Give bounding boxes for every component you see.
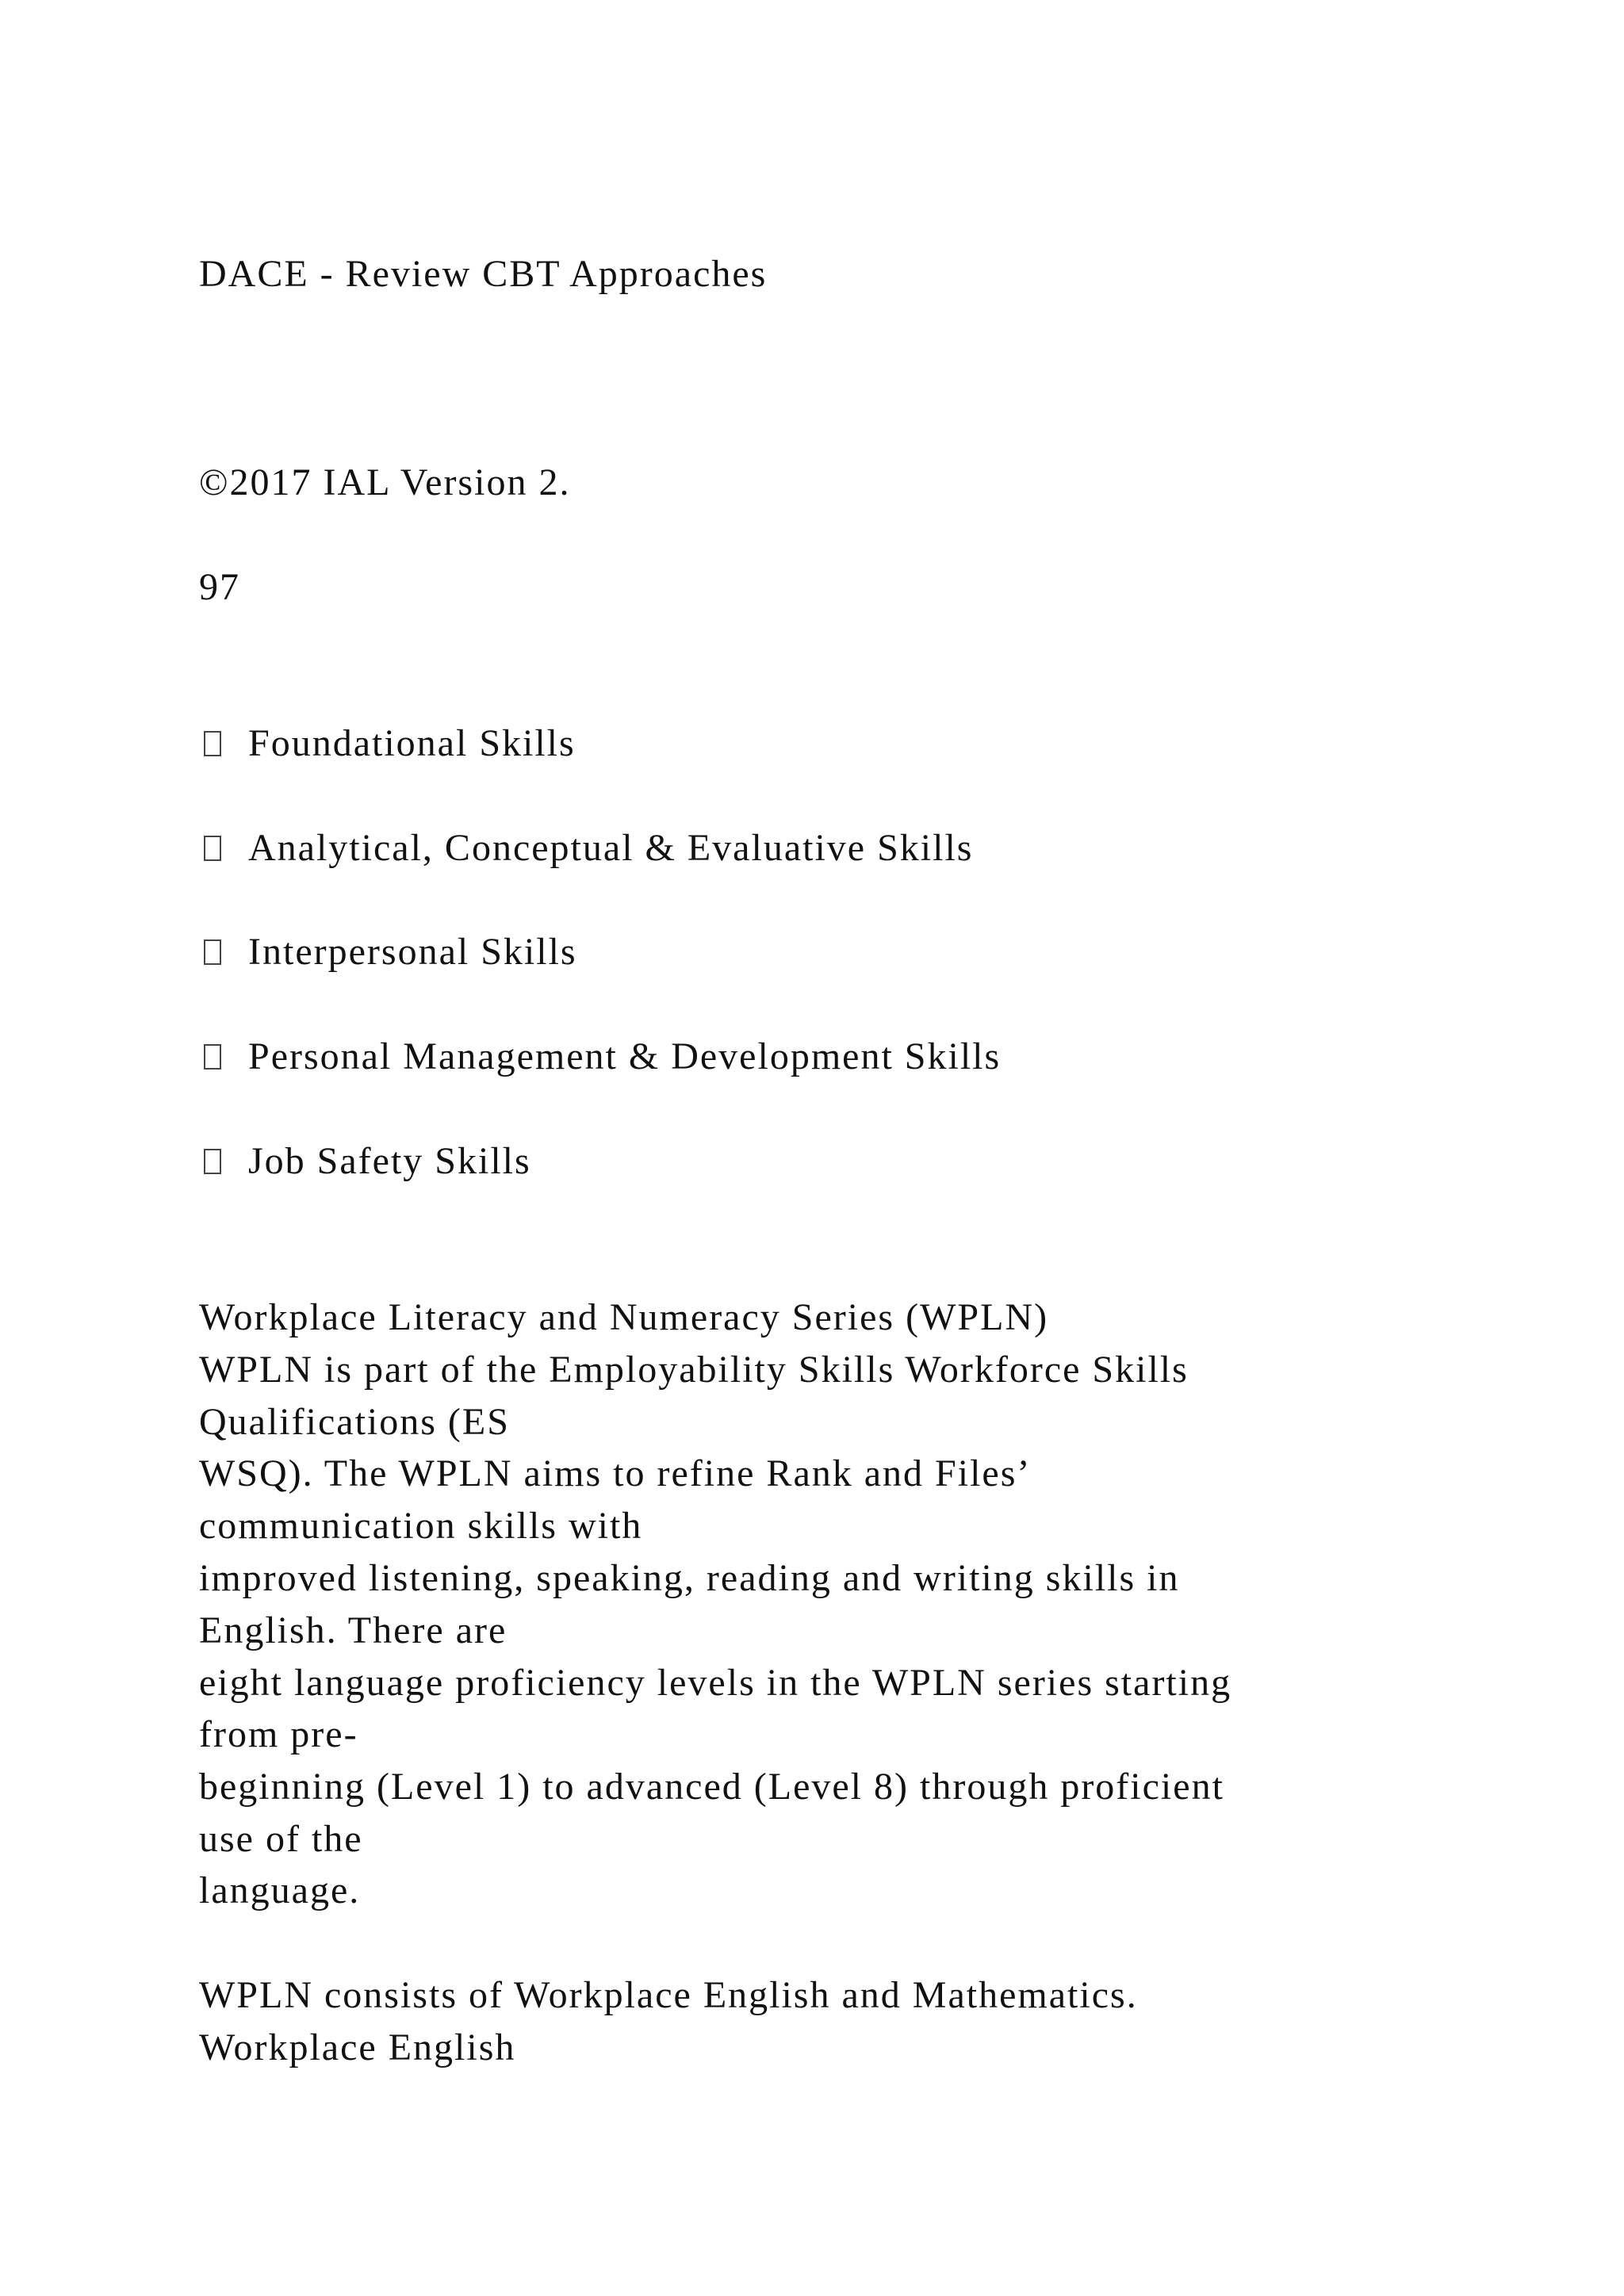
- paragraph-line: from pre-: [199, 1713, 358, 1755]
- skill-item: [199, 926, 577, 978]
- paragraph-line: communication skills with: [199, 1505, 643, 1547]
- checkbox-glyph-icon: [204, 836, 221, 861]
- skill-label: Job Safety Skills: [248, 1140, 531, 1182]
- paragraph-line: WPLN is part of the Employability Skills Workforce Skills: [199, 1349, 1189, 1391]
- skill-label: Foundational Skills: [248, 722, 576, 764]
- skill-label: Interpersonal Skills: [248, 931, 577, 973]
- checkbox-glyph-icon: [204, 1149, 221, 1174]
- paragraph-line: eight language proficiency levels in the WPLN series starting: [199, 1662, 1232, 1704]
- paragraph-line: improved listening, speaking, reading and writing skills in: [199, 1557, 1180, 1599]
- paragraph-line: Workplace English: [199, 2026, 516, 2068]
- paragraph-line: language.: [199, 1869, 361, 1911]
- paragraph-line: WSQ). The WPLN aims to refine Rank and Files’: [199, 1452, 1032, 1494]
- paragraph-line: Workplace Literacy and Numeracy Series (WPLN): [199, 1296, 1049, 1338]
- paragraph-line: English. There are: [199, 1609, 508, 1651]
- page-number: 97: [199, 566, 240, 608]
- skill-item: [199, 718, 576, 770]
- copyright-line: ©2017 IAL Version 2.: [199, 461, 571, 503]
- skill-label: Analytical, Conceptual & Evaluative Skills: [248, 827, 974, 869]
- paragraph-line: beginning (Level 1) to advanced (Level 8) through proficient: [199, 1766, 1224, 1808]
- skill-item: [199, 822, 973, 874]
- paragraph-line: WPLN consists of Workplace English and Mathematics.: [199, 1974, 1138, 2016]
- skill-label: Personal Management & Development Skills: [248, 1035, 1002, 1077]
- checkbox-glyph-icon: [204, 1044, 221, 1070]
- paragraph-line: Qualifications (ES: [199, 1401, 510, 1443]
- skill-item: [199, 1031, 1001, 1083]
- checkbox-glyph-icon: [204, 939, 221, 965]
- document-title: DACE - Review CBT Approaches: [199, 253, 768, 295]
- paragraph-line: use of the: [199, 1818, 363, 1860]
- checkbox-glyph-icon: [204, 731, 221, 756]
- skill-item: [199, 1135, 531, 1188]
